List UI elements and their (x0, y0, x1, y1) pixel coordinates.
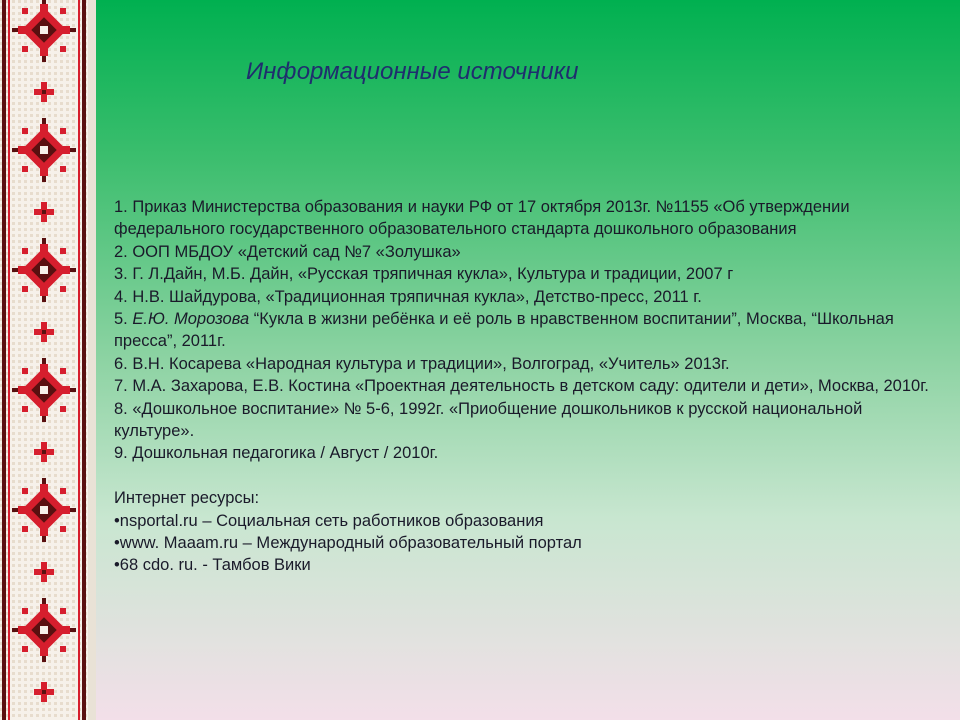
slide-title: Информационные источники (246, 58, 579, 85)
source-text: “Кукла в жизни ребёнка и её роль в нравственном воспитании”, Москва, “Школьная пресса”, 2011г. (114, 310, 894, 351)
embroidery-border (0, 0, 96, 720)
source-author: Е.Ю. Морозова (132, 310, 250, 329)
ornament-embroidery-icon (0, 0, 96, 720)
internet-heading: Интернет ресурсы: (114, 489, 260, 508)
source-item (114, 308, 940, 353)
source-item: 6. В.Н. Косарева «Народная культура и традиции», Волгоград, «Учитель» 2013г. (114, 354, 730, 373)
source-item: 7. М.А. Захарова, Е.В. Костина «Проектная деятельность в детском саду: одители и дети», Москва, 2010г. (114, 377, 929, 396)
source-item: 8. «Дошкольное воспитание» № 5-6, 1992г. «Приобщение дошкольников к русской национальной культуре». (114, 399, 863, 441)
sources-list (114, 196, 940, 577)
source-item: 3. Г. Л.Дайн, М.Б. Дайн, «Русская тряпичная кукла», Культура и традиции, 2007 г (114, 265, 734, 284)
internet-item: •nsportal.ru – Социальная сеть работников образования (114, 511, 544, 530)
source-item: 2. ООП МБДОУ «Детский сад №7 «Золушка» (114, 242, 461, 261)
source-item: 9. Дошкольная педагогика / Август / 2010г. (114, 444, 439, 463)
spacer (114, 465, 940, 487)
internet-item: •www. Maaam.ru – Международный образовательный портал (114, 534, 582, 553)
source-number: 5. (114, 310, 133, 329)
source-item: 1. Приказ Министерства образования и науки РФ от 17 октября 2013г. №1155 «Об утверждении федерального государственного образовательного стандарта дошкольного образования (114, 198, 850, 239)
internet-item: •68 cdo. ru. - Тамбов Вики (114, 556, 311, 575)
source-item: 4. Н.В. Шайдурова, «Традиционная тряпичная кукла», Детство-пресс, 2011 г. (114, 287, 702, 306)
